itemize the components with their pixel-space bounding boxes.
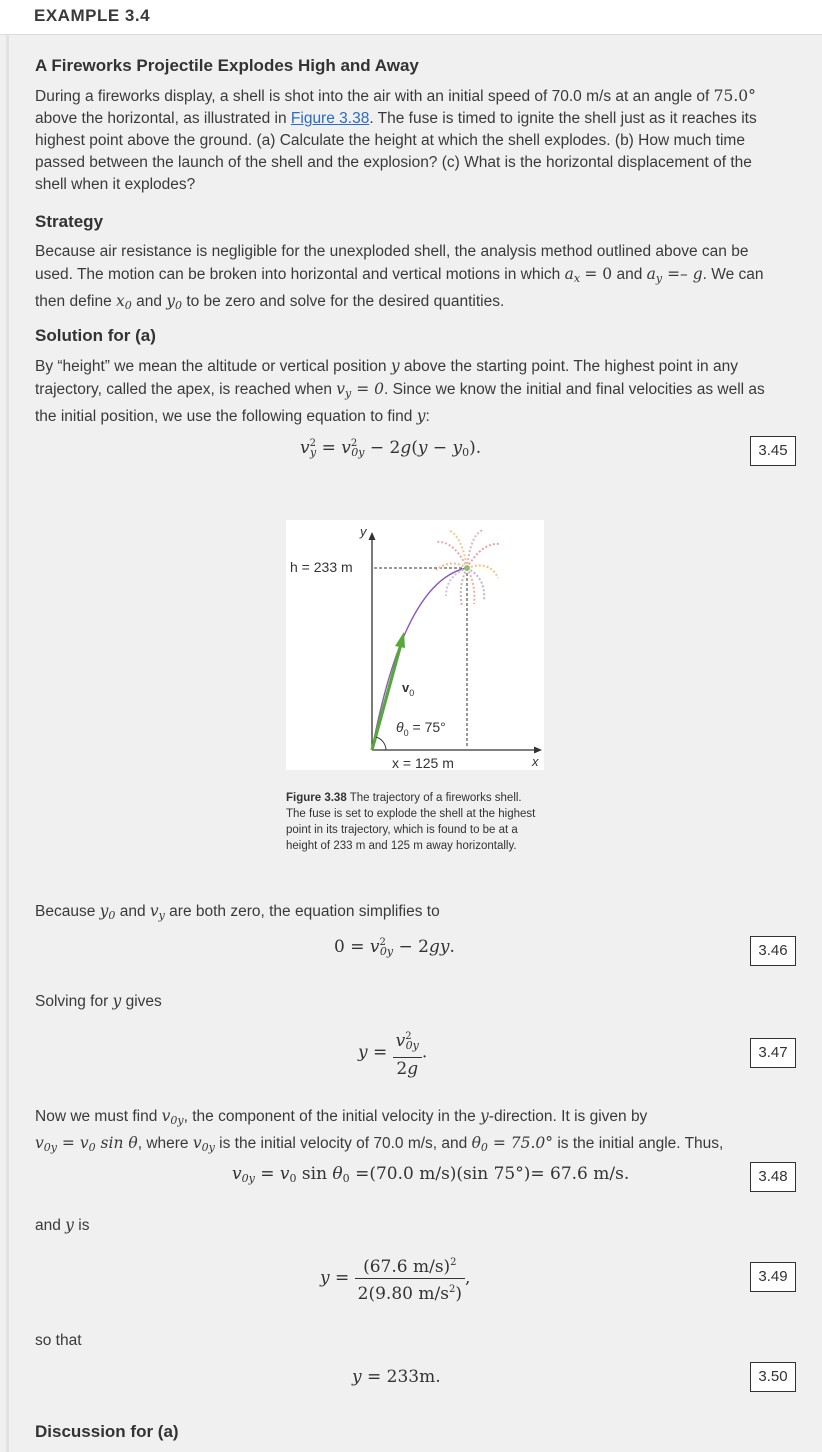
equation-number-3-48: 3.48 xyxy=(750,1162,796,1192)
angle-label xyxy=(396,719,446,738)
theta-subscript: 0 xyxy=(403,728,409,738)
figure-caption xyxy=(286,790,544,854)
and-y-text xyxy=(35,1214,787,1237)
math-theta0-val: $\theta_0 = 75.0^\circ$ xyxy=(471,1134,554,1154)
burst-ray xyxy=(446,568,467,596)
math-eq-zero: = 0 xyxy=(584,265,613,283)
y-axis-label: y xyxy=(360,524,367,539)
math-y-s: y xyxy=(112,992,122,1010)
equation-number-3-50: 3.50 xyxy=(750,1362,796,1392)
equation-3-46: $0 = v^2_{0y} - 2gy$. xyxy=(334,937,455,958)
burst-ray xyxy=(467,544,500,568)
caption-text: The trajectory of a fireworks shell. The fuse is set to explode the shell at the highest point in its trajectory, which is found to be at a height of 233 m and 125 m away horizontally. xyxy=(286,792,536,852)
sola-t2: above the starting point. The highest point in any trajectory, called the apex, is reached when xyxy=(35,358,738,398)
angle-arc xyxy=(376,737,386,750)
x-axis-arrow xyxy=(534,747,542,754)
example-title: EXAMPLE 3.4 xyxy=(34,6,151,25)
because-t3: are both zero, the equation simplifies to xyxy=(164,903,440,920)
discussion-a-heading: Discussion for (a) xyxy=(35,1422,179,1441)
solving-t1: Solving for xyxy=(35,993,113,1010)
eq349-numerator: (67.6 m/s) xyxy=(363,1257,451,1277)
theta-value: = 75° xyxy=(408,719,446,735)
equation-3-45: $v^2_y = v^2_{0y} - 2g(y - y_0)$. xyxy=(300,438,482,459)
math-y0-b: $y_0$ xyxy=(99,902,116,922)
sola-t1: By “height” we mean the altitude or vertical position xyxy=(35,358,391,375)
strategy-t1: Because air resistance is negligible for the unexploded shell, the analysis method outlined above can be used. The motion can be broken into horizontal and vertical motions in which xyxy=(35,243,749,283)
burst-ray xyxy=(461,568,467,606)
solution-a-text xyxy=(35,355,787,428)
example-header xyxy=(0,0,822,35)
now-t2: , the component of the initial velocity in the xyxy=(183,1108,481,1125)
v0-symbol: v xyxy=(402,680,410,695)
equation-3-47: y = $\frac{v^2_{0y}}{2g}$ . xyxy=(358,1026,427,1080)
equation-number-3-47: 3.47 xyxy=(750,1038,796,1068)
because-t1: Because xyxy=(35,903,100,920)
v0-subscript: 0 xyxy=(409,688,415,698)
figure-3-38 xyxy=(286,520,544,770)
intro-text-1: During a fireworks display, a shell is shot into the air with an initial speed of 70.0 m/s at an angle of xyxy=(35,88,714,105)
math-v0y-1: $v_{0y}$ xyxy=(161,1107,184,1127)
burst-ray xyxy=(467,568,474,604)
math-y: y xyxy=(390,357,400,375)
equation-3-49: y = $\frac{(67.6 m/s)^2}{2(9.80 m/s^2)}$ , xyxy=(320,1252,470,1305)
math-x0: $x_0$ xyxy=(116,292,132,312)
math-y-and: y xyxy=(65,1216,74,1234)
strategy-t5: to be zero and solve for the desired quantities. xyxy=(182,293,505,310)
eq348-value: (70.0 m/s)(sin 75°) xyxy=(369,1164,531,1184)
sola-t3: . Since we know the initial and final velocities as well as the initial position, we use the following equation to find xyxy=(35,381,765,425)
now-t1: Now we must find xyxy=(35,1108,162,1125)
intro-angle: 75.0° xyxy=(713,87,756,105)
now-t4: , where xyxy=(137,1135,193,1152)
y-axis-arrow xyxy=(369,532,376,540)
v0-label xyxy=(402,680,414,698)
problem-statement xyxy=(35,85,787,196)
figure-3-38-link[interactable]: Figure 3.38 xyxy=(290,110,370,127)
horizontal-distance-label: x = 125 m xyxy=(392,755,454,770)
math-ax: $a_x$ xyxy=(564,265,581,285)
burst-center xyxy=(464,565,470,571)
eq348-result: 67.6 m/s. xyxy=(550,1164,630,1184)
sola-t4: : xyxy=(425,408,430,425)
caption-figure-number: Figure 3.38 xyxy=(286,792,347,804)
intro-text-3: . The fuse is timed to ignite the shell just as it reaches its highest point above the ground. (a) Calculate the height at which the shell explodes. (b) How much time passed between the launch of the shell and the explosion? (c) What is the horizontal displacement of the shell when it explodes? xyxy=(35,110,757,193)
math-y0: $y_0$ xyxy=(166,292,183,312)
strategy-t4: and xyxy=(131,293,167,310)
equation-3-50: y = 233m. xyxy=(352,1367,441,1387)
because-t2: and xyxy=(115,903,150,920)
eq349-denominator: 2(9.80 m/s xyxy=(357,1284,449,1304)
math-y-2: y xyxy=(416,407,426,425)
intro-text-2: above the horizontal, as illustrated in xyxy=(35,110,291,127)
x-axis-label: x xyxy=(532,754,539,769)
now-t6: is the initial angle. Thus, xyxy=(553,1135,724,1152)
and-y-t1: and xyxy=(35,1217,66,1234)
now-t5: is the initial velocity of 70.0 m/s, and xyxy=(214,1135,472,1152)
strategy-text xyxy=(35,241,787,317)
equation-number-3-49: 3.49 xyxy=(750,1262,796,1292)
so-that-text: so that xyxy=(35,1332,82,1349)
theta-symbol: θ xyxy=(396,719,404,735)
eq350-value: 233m. xyxy=(386,1367,441,1387)
equation-number-3-46: 3.46 xyxy=(750,936,796,966)
problem-title: A Fireworks Projectile Explodes High and Away xyxy=(35,56,419,75)
strategy-heading: Strategy xyxy=(35,212,104,231)
now-text xyxy=(35,1105,787,1159)
solving-t2: gives xyxy=(121,993,162,1010)
equation-number-3-45: 3.45 xyxy=(750,436,796,466)
math-v0y-2: $v_{0y}$ xyxy=(192,1134,215,1154)
trajectory-diagram xyxy=(286,520,544,770)
now-t3: -direction. It is given by xyxy=(488,1108,648,1125)
solving-text xyxy=(35,990,787,1013)
math-vy-zero: $v_y = 0$ xyxy=(336,380,384,400)
eq349-denominator-close: ) xyxy=(455,1284,462,1304)
equation-3-48: $v_{0y} = v_0$ $\sin \theta_0 =(70.0$ m/s)(sin 75°)= 67.6 m/s. xyxy=(232,1164,630,1185)
math-ay: $a_y =- g$ xyxy=(646,265,703,285)
left-rule xyxy=(6,35,9,1452)
v0-vector-head xyxy=(395,632,405,648)
strategy-t3: . We can then define xyxy=(35,266,764,310)
strategy-t2: and xyxy=(612,266,647,283)
height-label: h = 233 m xyxy=(290,559,353,575)
math-vy-b: $v_y$ xyxy=(149,902,165,922)
and-y-t2: is xyxy=(73,1217,90,1234)
math-v0y-def: $v_{0y} = v_0$ sin θ xyxy=(35,1134,138,1154)
math-y-now: y xyxy=(480,1107,489,1125)
because-text xyxy=(35,900,787,927)
burst-ray xyxy=(448,530,467,568)
solution-a-heading: Solution for (a) xyxy=(35,326,156,345)
